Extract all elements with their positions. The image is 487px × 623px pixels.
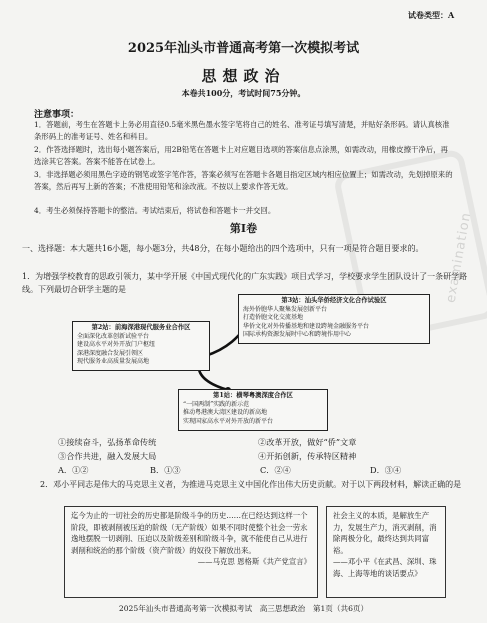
quote-left-box: [64, 506, 318, 598]
station-3-box: [238, 294, 430, 344]
notice-heading: 注意事项：: [34, 110, 80, 120]
station-3-item: 打造侨胞文化交流基地: [243, 314, 304, 322]
question-1-stem: 1．为增强学校教育的思政引领力，某中学开展《中国式现代化的广东实践》项目式学习，学校要求学生团队设计了一条研学路线。下列最切合研学主题的是: [22, 272, 468, 294]
station-3-item: 华侨文化对外传播基地和建设跨境金融服务平台: [243, 322, 370, 330]
statement-4: ④开拓创新，传承特区精神: [258, 451, 357, 461]
notice-item-3: 3．非选择题必须用黑色字迹的钢笔或签字笔作答，答案必须写在答题卡各题目指定区域内相应位置上；如需改动，先划掉原来的答案，然后再写上新的答案；不准使用铅笔和涂改液。不按以上要求作答无效。: [34, 170, 453, 191]
notice-item-1: 1．答题前，考生在答题卡上务必用直径0.5毫米黑色墨水签字笔将自己的姓名、准考证号填写清楚，并贴好条形码。请认真核准条形码上的准考证号、姓名和科目。: [34, 120, 450, 141]
option-c: C．②④: [260, 465, 291, 475]
station-2-item: 深港深度融合发展引领区: [77, 349, 144, 357]
quote-left-source: ——马克思 恩格斯《共产党宣言》: [197, 557, 311, 567]
section-instructions: 一、选择题：本大题共16小题，每小题3分，共48分，在每小题给出的四个选项中，只有一项是符合题目要求的。: [22, 244, 424, 253]
watermark-text: examination: [443, 210, 475, 305]
station-1-item: 推动粤港澳大湾区建设的新高地: [183, 409, 268, 417]
statement-1: ①接续奋斗，弘扬革命传统: [58, 437, 157, 447]
notice-item-4: 4．考生必须保持答题卡的整洁。考试结束后，将试卷和答题卡一并交回。: [34, 206, 276, 215]
station-2-item: 全面深化改革创新试验平台: [77, 332, 150, 340]
question-2-stem: 2．邓小平同志是伟大的马克思主义者，为推进马克思主义中国化作出伟大历史贡献。对于以下两段材料，解读正确的是: [40, 480, 462, 489]
option-b: B．①③: [150, 465, 181, 475]
station-2-title: 第2站：前海深港现代服务业合作区: [91, 324, 191, 331]
page-footer: 2025年汕头市普通高考第一次模拟考试 高三思想政治 第1页（共6页）: [118, 604, 369, 613]
station-2-item: 建设高水平对外开放门户枢纽: [77, 341, 156, 349]
station-3-item: 国际承构资源发展时中心和跨境作用中心: [243, 331, 352, 339]
station-3-title: 第3站：汕头华侨经济文化合作试验区: [281, 297, 387, 304]
part-one-heading: 第Ⅰ卷: [229, 222, 258, 235]
quote-right-text: 社会主义的本质，是解放生产力，发展生产力，消灭剥削，消除两极分化，最终达到共同富裕。: [333, 511, 437, 555]
statement-2: ②改革开放，做好“侨”文章: [258, 437, 357, 447]
quote-left-text: 迄今为止的一切社会的历史都是阶级斗争的历史……在已经达到这样一个阶段，即被剥削被压迫的阶级（无产阶级）如果不同时使整个社会一劳永逸地摆脱一切剥削、压迫以及阶级差别和阶级斗争，就不能使自己从进行剥削和统治的那个阶级（资产阶级）的奴役下解放出来。: [71, 511, 308, 555]
exam-type-label: 试卷类型：A: [408, 10, 455, 20]
station-1-box: [178, 389, 328, 431]
station-2-box: [72, 321, 210, 371]
statement-3: ③合作共进，融入发展大局: [58, 451, 157, 461]
notice-item-2: 2．作答选择题时，选出每小题答案后，用2B铅笔在答题卡上对应题目选项的答案信息点涂黑，如需改动，用橡皮擦干净后，再选涂其它答案。答案不能答在试卷上。: [34, 145, 448, 166]
option-d: D．③④: [370, 465, 402, 475]
option-a: A．①②: [58, 465, 89, 475]
station-1-item: “一国两制”实践的新示范: [183, 400, 250, 408]
station-1-title: 第1站：横琴粤澳深度合作区: [213, 392, 293, 399]
station-2-item: 现代服务业高质量发展高地: [77, 358, 150, 366]
exam-title: 2025年汕头市普通高考第一次模拟考试: [127, 41, 360, 56]
score-info: 本卷共100分，考试时间75分钟。: [181, 88, 306, 98]
station-1-item: 实现国家高水平对外开放的新平台: [183, 417, 274, 425]
quote-right-source: ——邓小平《在武昌、深圳、珠海、上海等地的谈话要点》: [333, 557, 437, 578]
subject-title: 思想政治: [201, 67, 286, 85]
quote-right-box: [326, 506, 446, 598]
station-3-item: 海外侨胞华人聚集发展创新平台: [243, 305, 328, 313]
